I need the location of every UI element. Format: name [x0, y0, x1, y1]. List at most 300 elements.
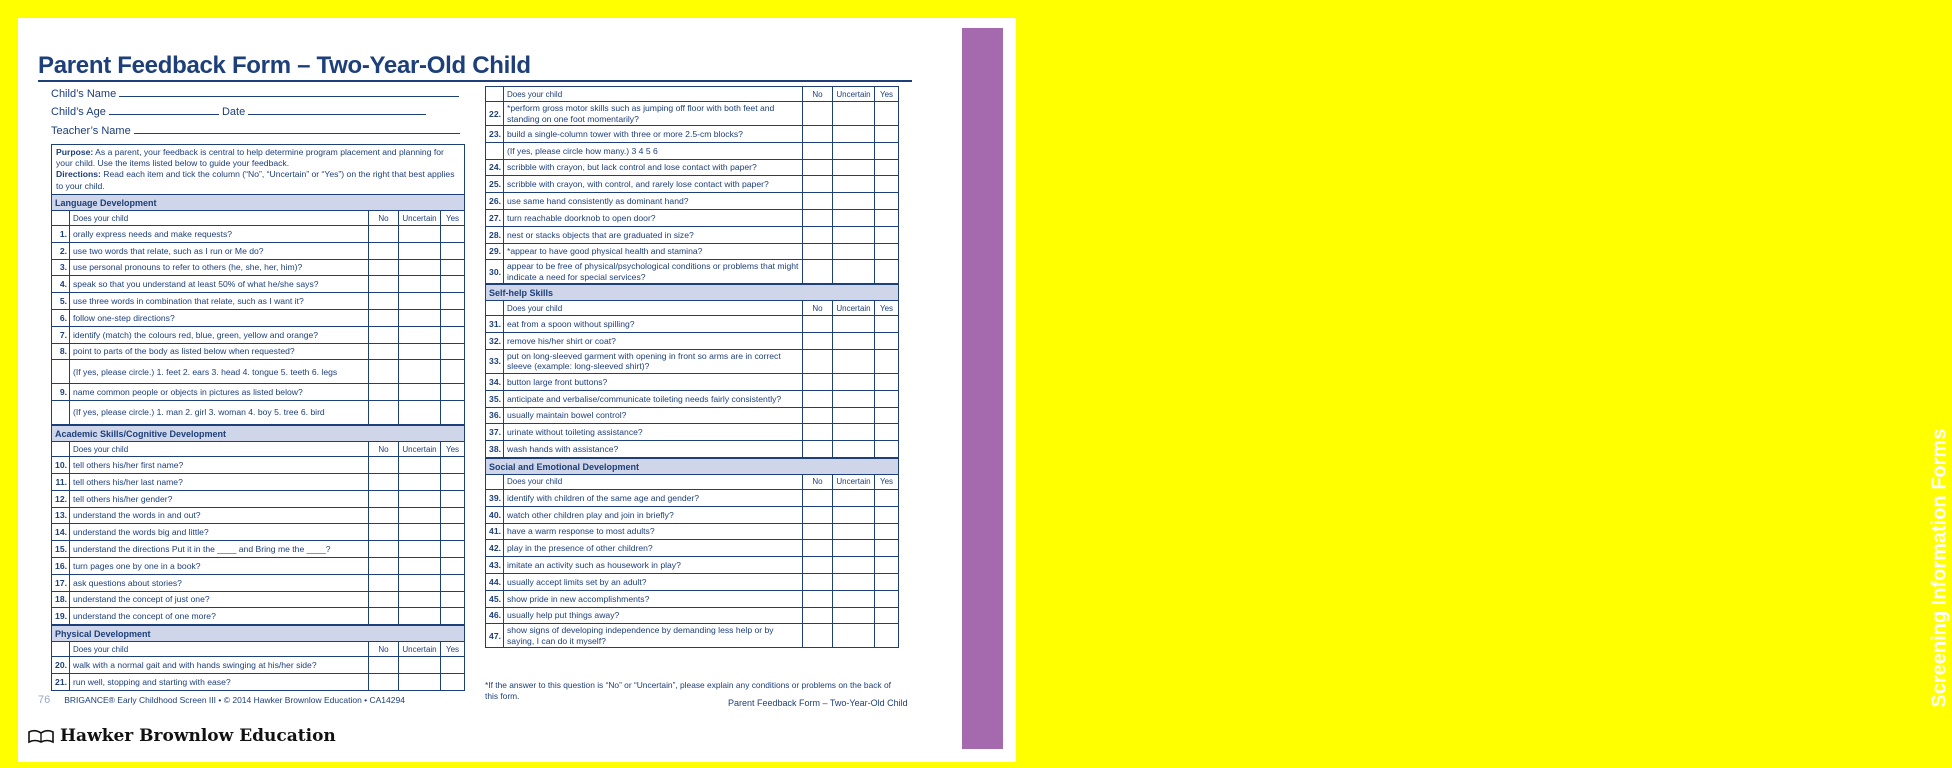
- question-number: 23.: [486, 126, 504, 143]
- purpose-text: As a parent, your feedback is central to help determine program placement and planning for your child. Use the items listed below to guide your feedback.: [56, 147, 444, 169]
- book-icon: [28, 729, 54, 743]
- question-table: [485, 86, 899, 284]
- tick-box-uncertain[interactable]: [399, 673, 441, 690]
- title-divider: [38, 80, 912, 82]
- tick-box-yes[interactable]: [441, 557, 465, 574]
- question-table: [51, 641, 465, 691]
- tick-box-uncertain[interactable]: [833, 260, 875, 284]
- question-number: 9.: [52, 384, 70, 401]
- tick-box-yes[interactable]: [875, 489, 899, 506]
- question-row: [52, 293, 465, 310]
- question-text: *perform gross motor skills such as jumping off floor with both feet and standing on one foot momentarily?: [504, 102, 803, 126]
- tick-box-yes[interactable]: [875, 424, 899, 441]
- tick-box-uncertain[interactable]: [399, 309, 441, 326]
- question-text: scribble with crayon, with control, and rarely lose contact with paper?: [504, 176, 803, 193]
- tick-box-uncertain[interactable]: [399, 384, 441, 401]
- question-text: usually help put things away?: [504, 607, 803, 624]
- tick-box-yes[interactable]: [441, 360, 465, 384]
- tick-box-uncertain[interactable]: [399, 326, 441, 343]
- question-row: [486, 523, 899, 540]
- teacher-name-field[interactable]: [134, 123, 460, 134]
- section-heading: Self-help Skills: [485, 284, 899, 300]
- tick-box-yes[interactable]: [441, 591, 465, 608]
- left-sections: [51, 194, 465, 691]
- column-header-spacer: [486, 301, 504, 316]
- tick-box-yes[interactable]: [441, 293, 465, 310]
- tick-box-uncertain[interactable]: [833, 333, 875, 350]
- question-row: [486, 209, 899, 226]
- tick-box-yes[interactable]: [875, 193, 899, 210]
- page-number: 76: [38, 694, 51, 706]
- tick-box-no[interactable]: [369, 557, 399, 574]
- tick-box-no[interactable]: [803, 624, 833, 648]
- tick-box-uncertain[interactable]: [399, 574, 441, 591]
- tick-box-uncertain[interactable]: [399, 360, 441, 384]
- tick-box-yes[interactable]: [441, 541, 465, 558]
- column-header-does: Does your child: [70, 642, 369, 657]
- tick-box-uncertain[interactable]: [833, 506, 875, 523]
- tick-box-no[interactable]: [369, 293, 399, 310]
- question-row: [486, 333, 899, 350]
- tick-box-uncertain[interactable]: [399, 473, 441, 490]
- tick-box-uncertain[interactable]: [399, 657, 441, 674]
- tick-box-yes[interactable]: [875, 226, 899, 243]
- tick-box-yes[interactable]: [875, 159, 899, 176]
- question-number: [52, 401, 70, 425]
- question-text: speak so that you understand at least 50% of what he/she says?: [70, 276, 369, 293]
- question-text: usually accept limits set by an adult?: [504, 573, 803, 590]
- tick-box-no[interactable]: [803, 489, 833, 506]
- column-header-spacer: [52, 211, 70, 226]
- tick-box-no[interactable]: [803, 316, 833, 333]
- question-number: 14.: [52, 524, 70, 541]
- tick-box-no[interactable]: [369, 608, 399, 625]
- tick-box-no[interactable]: [803, 540, 833, 557]
- brand-name: Hawker Brownlow Education: [60, 726, 336, 746]
- tick-box-uncertain[interactable]: [833, 102, 875, 126]
- question-row: [52, 490, 465, 507]
- question-table: [485, 300, 899, 458]
- tick-box-uncertain[interactable]: [833, 540, 875, 557]
- question-text: remove his/her shirt or coat?: [504, 333, 803, 350]
- column-header-yes: Yes: [875, 301, 899, 316]
- question-text: anticipate and verbalise/communicate toileting needs fairly consistently?: [504, 390, 803, 407]
- tick-box-uncertain[interactable]: [833, 607, 875, 624]
- column-header-does: Does your child: [70, 442, 369, 457]
- tick-box-no[interactable]: [803, 441, 833, 458]
- question-row: [52, 524, 465, 541]
- question-text: understand the directions Put it in the ____ and Bring me the ____?: [70, 541, 369, 558]
- question-number: 19.: [52, 608, 70, 625]
- tick-box-no[interactable]: [803, 424, 833, 441]
- date-field[interactable]: [248, 104, 426, 115]
- tick-box-no[interactable]: [369, 657, 399, 674]
- tick-box-no[interactable]: [803, 126, 833, 143]
- child-age-field[interactable]: [109, 104, 219, 115]
- tick-box-yes[interactable]: [875, 126, 899, 143]
- question-row: [486, 590, 899, 607]
- tick-box-uncertain[interactable]: [833, 126, 875, 143]
- tick-box-no[interactable]: [803, 176, 833, 193]
- tick-box-yes[interactable]: [875, 316, 899, 333]
- question-number: 7.: [52, 326, 70, 343]
- tick-box-no[interactable]: [803, 260, 833, 284]
- question-row: [52, 557, 465, 574]
- tick-box-yes[interactable]: [441, 226, 465, 243]
- question-text: tell others his/her gender?: [70, 490, 369, 507]
- tick-box-uncertain[interactable]: [833, 176, 875, 193]
- tick-box-no[interactable]: [803, 557, 833, 574]
- question-text: eat from a spoon without spilling?: [504, 316, 803, 333]
- tick-box-yes[interactable]: [441, 401, 465, 425]
- tick-box-yes[interactable]: [875, 407, 899, 424]
- question-number: 26.: [486, 193, 504, 210]
- question-number: 17.: [52, 574, 70, 591]
- question-row: [486, 142, 899, 159]
- question-number: 11.: [52, 473, 70, 490]
- question-row: [486, 159, 899, 176]
- section-heading: Physical Development: [51, 625, 465, 641]
- brand-logo: [28, 726, 336, 746]
- tick-box-yes[interactable]: [875, 102, 899, 126]
- tick-box-uncertain[interactable]: [399, 242, 441, 259]
- tick-box-yes[interactable]: [875, 607, 899, 624]
- tick-box-no[interactable]: [369, 524, 399, 541]
- tick-box-uncertain[interactable]: [833, 316, 875, 333]
- right-sections: [485, 86, 899, 648]
- tick-box-no[interactable]: [803, 209, 833, 226]
- question-number: 10.: [52, 457, 70, 474]
- tick-box-uncertain[interactable]: [399, 557, 441, 574]
- column-header-uncertain: Uncertain: [833, 474, 875, 489]
- question-row: [52, 673, 465, 690]
- question-number: 3.: [52, 259, 70, 276]
- child-name-field[interactable]: [119, 86, 459, 97]
- tick-box-yes[interactable]: [875, 390, 899, 407]
- tick-box-yes[interactable]: [441, 276, 465, 293]
- question-row: [52, 507, 465, 524]
- side-tab: [962, 28, 1951, 749]
- tick-box-no[interactable]: [369, 401, 399, 425]
- question-row: [52, 226, 465, 243]
- column-header-yes: Yes: [875, 474, 899, 489]
- tick-box-uncertain[interactable]: [399, 591, 441, 608]
- column-header-spacer: [486, 474, 504, 489]
- tick-box-no[interactable]: [369, 384, 399, 401]
- tick-box-uncertain[interactable]: [833, 159, 875, 176]
- question-row: [52, 457, 465, 474]
- question-row: [486, 573, 899, 590]
- tick-box-yes[interactable]: [875, 349, 899, 373]
- section-heading: Language Development: [51, 194, 465, 210]
- tick-box-no[interactable]: [803, 607, 833, 624]
- question-row: [486, 349, 899, 373]
- column-header-yes: Yes: [441, 211, 465, 226]
- tick-box-uncertain[interactable]: [399, 293, 441, 310]
- question-number: 46.: [486, 607, 504, 624]
- teacher-name-label: Teacher’s Name: [51, 125, 131, 137]
- question-number: 4.: [52, 276, 70, 293]
- tick-box-uncertain[interactable]: [833, 424, 875, 441]
- tick-box-uncertain[interactable]: [399, 457, 441, 474]
- tick-box-yes[interactable]: [441, 259, 465, 276]
- tick-box-yes[interactable]: [441, 673, 465, 690]
- purpose-label: Purpose:: [56, 147, 94, 157]
- tick-box-yes[interactable]: [875, 573, 899, 590]
- question-table: [51, 210, 465, 425]
- tick-box-uncertain[interactable]: [833, 373, 875, 390]
- section-heading: Academic Skills/Cognitive Development: [51, 425, 465, 441]
- question-row: [52, 473, 465, 490]
- column-header-no: No: [369, 211, 399, 226]
- tick-box-yes[interactable]: [875, 209, 899, 226]
- question-row: [52, 574, 465, 591]
- tick-box-no[interactable]: [369, 360, 399, 384]
- tick-box-yes[interactable]: [875, 590, 899, 607]
- tick-box-uncertain[interactable]: [833, 390, 875, 407]
- question-row: [486, 373, 899, 390]
- question-text: run well, stopping and starting with ease?: [70, 673, 369, 690]
- tick-box-yes[interactable]: [441, 309, 465, 326]
- tick-box-uncertain[interactable]: [833, 193, 875, 210]
- tick-box-yes[interactable]: [441, 490, 465, 507]
- directions-label: Directions:: [56, 169, 101, 180]
- tick-box-yes[interactable]: [875, 506, 899, 523]
- tick-box-no[interactable]: [803, 407, 833, 424]
- question-number: 42.: [486, 540, 504, 557]
- question-text: tell others his/her last name?: [70, 473, 369, 490]
- tick-box-no[interactable]: [369, 226, 399, 243]
- tick-box-yes[interactable]: [441, 608, 465, 625]
- tick-box-no[interactable]: [369, 541, 399, 558]
- question-text: understand the concept of one more?: [70, 608, 369, 625]
- tick-box-uncertain[interactable]: [833, 624, 875, 648]
- tick-box-uncertain[interactable]: [833, 441, 875, 458]
- tick-box-no[interactable]: [369, 507, 399, 524]
- tick-box-yes[interactable]: [875, 333, 899, 350]
- tick-box-yes[interactable]: [441, 473, 465, 490]
- tick-box-no[interactable]: [369, 574, 399, 591]
- question-number: 29.: [486, 243, 504, 260]
- side-tab-label: Screening Information Forms: [1928, 428, 1951, 708]
- tick-box-no[interactable]: [369, 343, 399, 360]
- column-header-no: No: [803, 87, 833, 102]
- question-text: nest or stacks objects that are graduated in size?: [504, 226, 803, 243]
- column-header-uncertain: Uncertain: [399, 211, 441, 226]
- question-text: (If yes, please circle how many.) 3 4 5 6: [504, 142, 803, 159]
- directions-text: Read each item and tick the column (“No”, “Uncertain” or “Yes”) on the right that best applies to your child.: [56, 169, 455, 191]
- tick-box-no[interactable]: [369, 473, 399, 490]
- tick-box-no[interactable]: [369, 242, 399, 259]
- tick-box-yes[interactable]: [875, 523, 899, 540]
- question-number: 35.: [486, 390, 504, 407]
- question-row: [52, 326, 465, 343]
- question-row: [486, 506, 899, 523]
- question-text: ask questions about stories?: [70, 574, 369, 591]
- question-number: 31.: [486, 316, 504, 333]
- tick-box-no[interactable]: [369, 673, 399, 690]
- tick-box-yes[interactable]: [441, 384, 465, 401]
- column-header-no: No: [369, 642, 399, 657]
- question-number: 22.: [486, 102, 504, 126]
- tick-box-yes[interactable]: [441, 507, 465, 524]
- tick-box-uncertain[interactable]: [833, 226, 875, 243]
- question-row: [52, 541, 465, 558]
- tick-box-no[interactable]: [369, 490, 399, 507]
- question-row: [486, 407, 899, 424]
- child-name-line: [51, 86, 459, 100]
- column-header-does: Does your child: [504, 87, 803, 102]
- question-row: [52, 276, 465, 293]
- question-text: usually maintain bowel control?: [504, 407, 803, 424]
- section-heading: Social and Emotional Development: [485, 458, 899, 474]
- tick-box-no[interactable]: [803, 349, 833, 373]
- column-header-no: No: [369, 442, 399, 457]
- tick-box-yes[interactable]: [441, 457, 465, 474]
- question-row: [486, 607, 899, 624]
- question-text: wash hands with assistance?: [504, 441, 803, 458]
- tick-box-yes[interactable]: [441, 343, 465, 360]
- column-header-spacer: [52, 642, 70, 657]
- tick-box-no[interactable]: [803, 573, 833, 590]
- tick-box-yes[interactable]: [875, 142, 899, 159]
- question-row: [52, 384, 465, 401]
- tick-box-no[interactable]: [803, 390, 833, 407]
- question-text: watch other children play and join in briefly?: [504, 506, 803, 523]
- question-number: 16.: [52, 557, 70, 574]
- tick-box-no[interactable]: [803, 506, 833, 523]
- tick-box-no[interactable]: [803, 102, 833, 126]
- question-number: 34.: [486, 373, 504, 390]
- tick-box-uncertain[interactable]: [399, 608, 441, 625]
- question-number: [52, 360, 70, 384]
- question-row: [52, 657, 465, 674]
- tick-box-no[interactable]: [803, 226, 833, 243]
- question-text: walk with a normal gait and with hands swinging at his/her side?: [70, 657, 369, 674]
- child-age-line: [51, 104, 426, 118]
- question-text: show pride in new accomplishments?: [504, 590, 803, 607]
- tick-box-no[interactable]: [369, 276, 399, 293]
- footer-left: [38, 694, 405, 706]
- tick-box-yes[interactable]: [875, 540, 899, 557]
- question-row: [486, 243, 899, 260]
- tick-box-uncertain[interactable]: [833, 489, 875, 506]
- tick-box-yes[interactable]: [875, 243, 899, 260]
- tick-box-yes[interactable]: [875, 557, 899, 574]
- tick-box-uncertain[interactable]: [833, 349, 875, 373]
- question-row: [52, 242, 465, 259]
- tick-box-uncertain[interactable]: [833, 557, 875, 574]
- question-row: [486, 489, 899, 506]
- tick-box-yes[interactable]: [875, 441, 899, 458]
- tick-box-uncertain[interactable]: [399, 490, 441, 507]
- question-row: [486, 624, 899, 648]
- question-text: use two words that relate, such as I run or Me do?: [70, 242, 369, 259]
- tick-box-uncertain[interactable]: [399, 541, 441, 558]
- tick-box-yes[interactable]: [441, 524, 465, 541]
- tick-box-uncertain[interactable]: [399, 343, 441, 360]
- tick-box-no[interactable]: [803, 333, 833, 350]
- question-row: [52, 309, 465, 326]
- tick-box-uncertain[interactable]: [399, 276, 441, 293]
- footnote: *If the answer to this question is “No” or “Uncertain”, please explain any conditions or problems on the back of this form.: [485, 680, 891, 701]
- question-row: [52, 608, 465, 625]
- purpose-box: [51, 144, 465, 194]
- question-text: use same hand consistently as dominant hand?: [504, 193, 803, 210]
- tick-box-yes[interactable]: [875, 373, 899, 390]
- tick-box-no[interactable]: [803, 193, 833, 210]
- question-number: 28.: [486, 226, 504, 243]
- question-row: [486, 226, 899, 243]
- tick-box-no[interactable]: [369, 457, 399, 474]
- tick-box-no[interactable]: [369, 326, 399, 343]
- tick-box-no[interactable]: [369, 591, 399, 608]
- tick-box-no[interactable]: [803, 159, 833, 176]
- tick-box-uncertain[interactable]: [833, 142, 875, 159]
- tick-box-uncertain[interactable]: [833, 573, 875, 590]
- question-text: imitate an activity such as housework in play?: [504, 557, 803, 574]
- question-text: use personal pronouns to refer to others (he, she, her, him)?: [70, 259, 369, 276]
- tick-box-uncertain[interactable]: [833, 590, 875, 607]
- tick-box-no[interactable]: [803, 523, 833, 540]
- question-number: 6.: [52, 309, 70, 326]
- tick-box-uncertain[interactable]: [399, 524, 441, 541]
- question-number: 25.: [486, 176, 504, 193]
- child-age-label: Child’s Age: [51, 106, 106, 118]
- tick-box-uncertain[interactable]: [399, 507, 441, 524]
- tick-box-no[interactable]: [369, 259, 399, 276]
- tick-box-yes[interactable]: [441, 242, 465, 259]
- tick-box-no[interactable]: [803, 142, 833, 159]
- tick-box-uncertain[interactable]: [399, 259, 441, 276]
- tick-box-yes[interactable]: [875, 176, 899, 193]
- tick-box-uncertain[interactable]: [833, 243, 875, 260]
- column-header-spacer: [486, 87, 504, 102]
- question-text: play in the presence of other children?: [504, 540, 803, 557]
- question-number: [486, 142, 504, 159]
- question-text: appear to be free of physical/psychological conditions or problems that might indicate a need for special services?: [504, 260, 803, 284]
- tick-box-uncertain[interactable]: [833, 209, 875, 226]
- question-text: (If yes, please circle.) 1. man 2. girl 3. woman 4. boy 5. tree 6. bird: [70, 401, 369, 425]
- column-header-row: [52, 642, 465, 657]
- tick-box-no[interactable]: [803, 243, 833, 260]
- tick-box-no[interactable]: [803, 373, 833, 390]
- tick-box-yes[interactable]: [441, 657, 465, 674]
- question-number: 30.: [486, 260, 504, 284]
- question-text: turn pages one by one in a book?: [70, 557, 369, 574]
- tick-box-uncertain[interactable]: [399, 226, 441, 243]
- tick-box-no[interactable]: [803, 590, 833, 607]
- question-row: [486, 176, 899, 193]
- question-row: [52, 401, 465, 425]
- question-number: 24.: [486, 159, 504, 176]
- tick-box-no[interactable]: [369, 309, 399, 326]
- tick-box-uncertain[interactable]: [399, 401, 441, 425]
- tick-box-uncertain[interactable]: [833, 523, 875, 540]
- tick-box-yes[interactable]: [441, 326, 465, 343]
- question-row: [486, 260, 899, 284]
- question-text: urinate without toileting assistance?: [504, 424, 803, 441]
- question-text: identify (match) the colours red, blue, green, yellow and orange?: [70, 326, 369, 343]
- tick-box-uncertain[interactable]: [833, 407, 875, 424]
- tick-box-yes[interactable]: [875, 624, 899, 648]
- question-text: button large front buttons?: [504, 373, 803, 390]
- question-row: [486, 557, 899, 574]
- date-label: Date: [221, 106, 246, 118]
- tick-box-yes[interactable]: [441, 574, 465, 591]
- tick-box-yes[interactable]: [875, 260, 899, 284]
- question-text: build a single-column tower with three or more 2.5-cm blocks?: [504, 126, 803, 143]
